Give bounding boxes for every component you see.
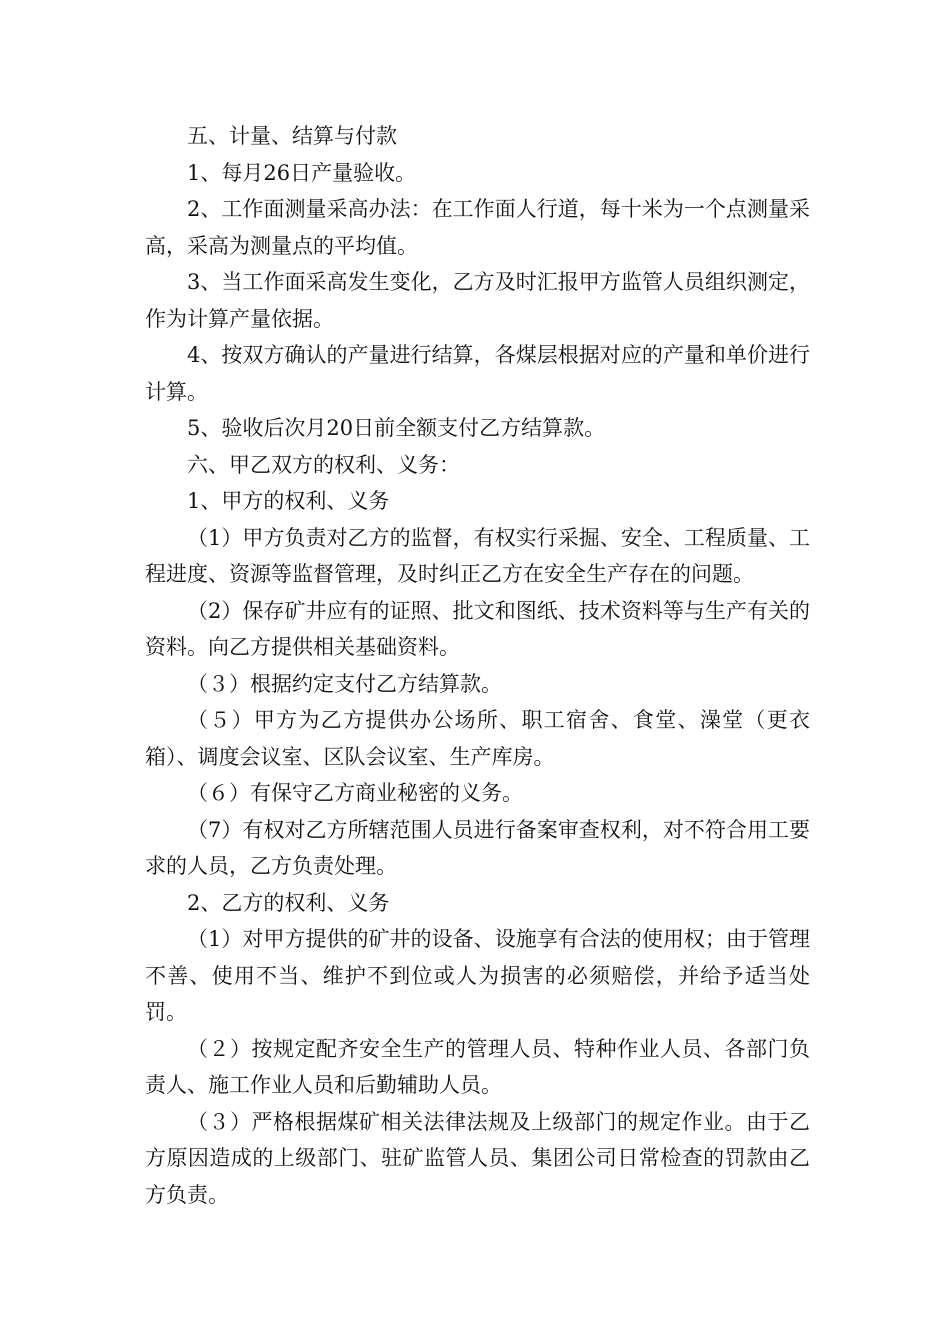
paragraph-item: 4、按双方确认的产量进行结算，各煤层根据对应的产量和单价进行计算。 bbox=[145, 343, 810, 404]
paragraph-item: （６）有保守乙方商业秘密的义务。 bbox=[187, 781, 523, 805]
paragraph-item: （7）有权对乙方所辖范围人员进行备案审查权利，对不符合用工要求的人员，乙方负责处理。 bbox=[145, 817, 810, 878]
document-body bbox=[145, 118, 810, 1213]
paragraph-item: （５）甲方为乙方提供办公场所、职工宿舍、食堂、澡堂（更衣箱）、调度会议室、区队会议室、生产库房。 bbox=[145, 708, 810, 769]
paragraph-item: 5、验收后次月20日前全额支付乙方结算款。 bbox=[187, 416, 606, 440]
paragraph-item: （1）甲方负责对乙方的监督，有权实行采掘、安全、工程质量、工程进度、资源等监督管理，及时纠正乙方在安全生产存在的问题。 bbox=[145, 525, 810, 586]
subsection-heading-party-a: 1、甲方的权利、义务 bbox=[187, 489, 390, 513]
paragraph-item: （３）严格根据煤矿相关法律法规及上级部门的规定作业。由于乙方原因造成的上级部门、驻矿监管人员、集团公司日常检查的罚款由乙方负责。 bbox=[145, 1109, 810, 1207]
paragraph-item: 3、当工作面采高发生变化，乙方及时汇报甲方监管人员组织测定，作为计算产量依据。 bbox=[145, 270, 810, 331]
paragraph-item: （1）对甲方提供的矿井的设备、设施享有合法的使用权；由于管理不善、使用不当、维护不到位或人为损害的必须赔偿，并给予适当处罚。 bbox=[145, 927, 810, 1024]
paragraph-item: （2）保存矿井应有的证照、批文和图纸、技术资料等与生产有关的资料。向乙方提供相关基础资料。 bbox=[145, 598, 810, 659]
subsection-heading-party-b: 2、乙方的权利、义务 bbox=[187, 890, 390, 915]
paragraph-item: （３）根据约定支付乙方结算款。 bbox=[187, 671, 502, 696]
section-heading-rights: 六、甲乙双方的权利、义务： bbox=[187, 452, 460, 477]
paragraph-item: 1、每月26日产量验收。 bbox=[187, 160, 417, 185]
section-heading-measurement: 五、计量、结算与付款 bbox=[187, 124, 397, 148]
paragraph-item: （２）按规定配齐安全生产的管理人员、特种作业人员、各部门负责人、施工作业人员和后勤辅助人员。 bbox=[145, 1036, 810, 1097]
paragraph-item: 2、工作面测量采高办法：在工作面人行道，每十米为一个点测量采高，采高为测量点的平均值。 bbox=[145, 197, 810, 258]
